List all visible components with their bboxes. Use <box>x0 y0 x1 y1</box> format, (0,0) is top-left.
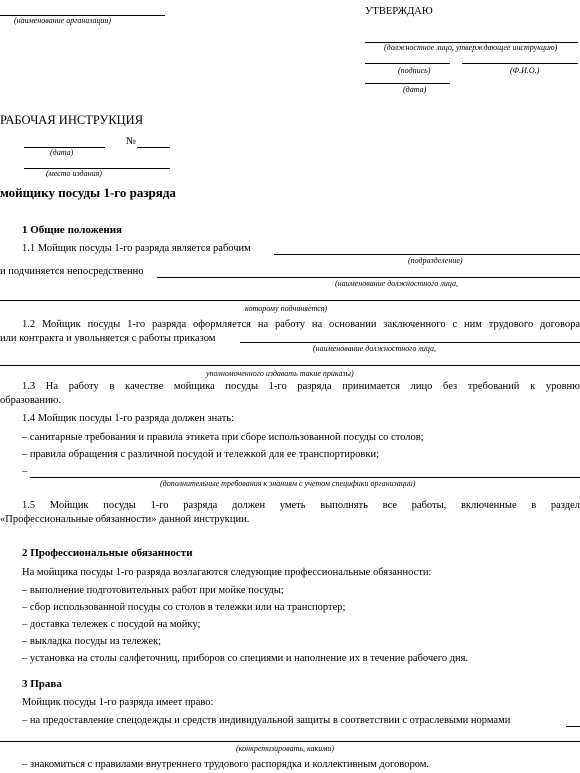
department-caption: (подразделение) <box>408 256 463 265</box>
p1-1-text: 1.1 Мойщик посуды 1-го разряда является рабочим <box>22 243 251 254</box>
org-name-caption: (наименование организации) <box>14 16 112 25</box>
rights-item: – на предоставление спецодежды и средств индивидуальной защиты в соответствии с отраслевыми нормами <box>22 715 511 726</box>
p1-4-item: – санитарные требования и правила этикета при сборе использованной посуды со столов; <box>22 432 424 443</box>
approve-date-line[interactable] <box>365 83 450 84</box>
specify-field[interactable] <box>0 741 580 742</box>
doc-date-caption: (дата) <box>50 148 74 157</box>
order-issuer-field[interactable] <box>240 342 580 343</box>
p1-3-line2: образованию. <box>0 395 62 406</box>
p1-4-item: – <box>22 466 28 477</box>
order-issuer-caption: (наименование должностного лица, <box>313 344 436 353</box>
supervisor-field[interactable] <box>157 277 580 278</box>
order-issuer-caption-2: уполномоченного издавать такие приказы) <box>206 369 354 378</box>
signature-caption: (подпись) <box>398 66 431 75</box>
order-issuer-field-2[interactable] <box>0 365 580 366</box>
supervisor-caption: (наименование должностного лица, <box>335 279 458 288</box>
name-line[interactable] <box>462 63 578 64</box>
p1-2-line2: или контракта и увольняется с работы приказом <box>0 333 216 344</box>
approver-position-caption: (должностное лицо, утверждающее инструкцию) <box>384 43 558 52</box>
extra-knowledge-field[interactable] <box>30 477 580 478</box>
doc-type: РАБОЧАЯ ИНСТРУКЦИЯ <box>0 113 144 127</box>
rights-item-tail-line[interactable] <box>566 726 580 727</box>
section3-heading: 3 Права <box>22 678 62 690</box>
doc-title: мойщику посуды 1-го разряда <box>0 185 176 200</box>
rights-item: – знакомиться с правилами внутреннего трудового распорядка и коллективным договором. <box>22 759 430 770</box>
p1-2-line1: 1.2 Мойщик посуды 1-го разряда оформляется на работу на основании заключенного с ним трудового договора <box>22 319 580 330</box>
section3-intro: Мойщик посуды 1-го разряда имеет право: <box>22 697 214 708</box>
section2-intro: На мойщика посуды 1-го разряда возлагаются следующие профессиональные обязанности: <box>22 567 432 578</box>
approve-label: УТВЕРЖДАЮ <box>365 6 433 17</box>
extra-knowledge-caption: (дополнительные требования к знаниям с учетом специфики организации) <box>160 479 416 488</box>
doc-number-line[interactable] <box>137 147 170 148</box>
section1-heading: 1 Общие положения <box>22 224 122 236</box>
duty-item: – выкладка посуды из тележек; <box>22 636 162 647</box>
doc-place-caption: (место издания) <box>46 169 102 178</box>
duty-item: – сбор использованной посуды со столов в тележки или на транспортер; <box>22 602 346 613</box>
name-caption: (Ф.И.О.) <box>510 66 540 75</box>
signature-line[interactable] <box>365 63 450 64</box>
p1-5-line2: «Профессиональные обязанности» данной инструкции. <box>0 514 250 525</box>
duty-item: – выполнение подготовительных работ при мойке посуды; <box>22 585 284 596</box>
section2-heading: 2 Профессиональные обязанности <box>22 547 193 559</box>
specify-caption: (конкретизировать, какими) <box>236 744 335 753</box>
approve-date-caption: (дата) <box>403 85 427 94</box>
department-field[interactable] <box>274 254 580 255</box>
supervisor-caption-2: которому подчиняется) <box>245 304 328 313</box>
duty-item: – доставка тележек с посудой на мойку; <box>22 619 201 630</box>
p1-4-item: – правила обращения с различной посудой и тележкой для ее транспортировки; <box>22 449 380 460</box>
p1-5-line1: 1.5 Мойщик посуды 1-го разряда должен уметь выполнять все работы, включенные в раздел <box>22 500 580 511</box>
doc-number-label: № <box>126 136 137 147</box>
duty-item: – установка на столы салфеточниц, приборов со специями и наполнение их в течение рабочего дня. <box>22 653 469 664</box>
p1-1b-text: и подчиняется непосредственно <box>0 266 144 277</box>
supervisor-field-2[interactable] <box>0 300 580 301</box>
p1-4-text: 1.4 Мойщик посуды 1-го разряда должен знать: <box>22 413 234 424</box>
p1-3-line1: 1.3 На работу в качестве мойщика посуды 1-го разряда принимается лицо без требований к уровню <box>22 381 580 392</box>
